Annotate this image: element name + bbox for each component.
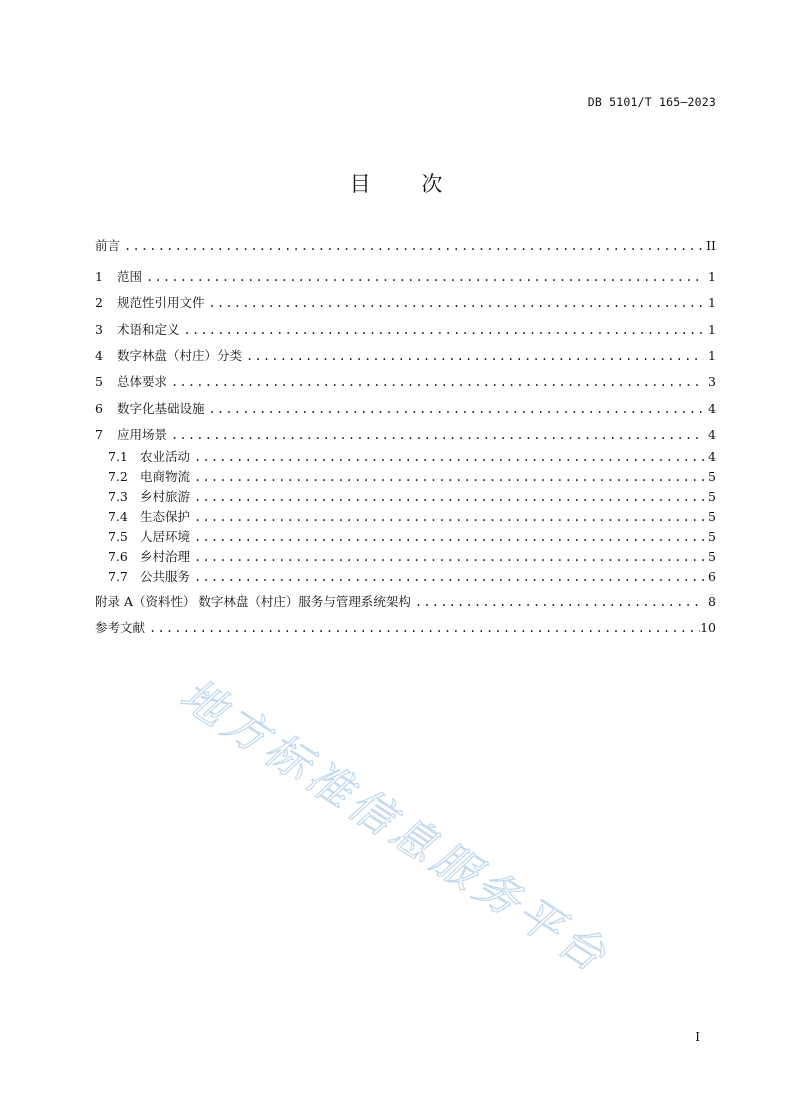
toc-entry-bibliography[interactable] [95,619,716,637]
toc-number: 6 [95,401,103,416]
toc-number: 7.3 [108,489,128,504]
toc-number: 3 [95,322,103,337]
toc-number: 2 [95,295,103,310]
dot-leader [205,400,704,418]
toc-entry-7[interactable] [95,426,716,444]
dot-leader [142,268,704,286]
toc-label: 范围 [117,269,143,284]
dot-leader [205,294,704,312]
toc-entry-foreword[interactable] [95,237,716,255]
toc-page-number: 5 [708,529,716,544]
toc-entry-7-7[interactable] [108,568,716,586]
toc-label: 数字林盘（村庄）分类 [117,348,243,363]
toc-page-number: 1 [708,348,716,363]
dot-leader [411,593,704,611]
toc-page-number: II [706,238,716,253]
toc-label: 附录 A（资料性） [95,594,196,609]
toc-label: 术语和定义 [117,322,180,337]
toc-label: 前言 [95,238,121,253]
toc-page-number: 5 [708,549,716,564]
toc-label: 规范性引用文件 [117,295,205,310]
dot-leader [190,568,704,586]
toc-page-number: 4 [708,401,716,416]
toc-page-number: 5 [708,509,716,524]
toc-entry-1[interactable] [95,268,716,286]
toc-label: 生态保护 [140,509,191,524]
dot-leader [180,321,704,339]
toc-entry-7-3[interactable] [108,488,716,506]
page-title: 目 次 [349,172,465,196]
toc-label: 总体要求 [117,374,168,389]
toc-number: 4 [95,348,103,363]
toc-label: 乡村旅游 [140,489,191,504]
toc-label-appendix-title: 数字林盘（村庄）服务与管理系统架构 [198,594,411,609]
toc-number: 5 [95,374,103,389]
toc-page-number: 1 [708,269,716,284]
toc-label: 电商物流 [140,469,191,484]
toc-page-number: 3 [708,374,716,389]
toc-number: 7.2 [108,469,128,484]
toc-label: 公共服务 [140,569,191,584]
toc-entry-7-4[interactable] [108,508,716,526]
toc-page-number: 10 [700,620,716,635]
toc-page-number: 5 [708,489,716,504]
dot-leader [120,237,704,255]
toc-number: 7.1 [108,449,128,464]
toc-page-number: 5 [708,469,716,484]
dot-leader [167,426,704,444]
toc-entry-3[interactable] [95,321,716,339]
page-number: I [695,1030,700,1044]
toc-number: 7.4 [108,509,128,524]
dot-leader [190,488,704,506]
toc-number: 7.7 [108,569,128,584]
toc-page-number: 1 [708,322,716,337]
toc-entry-7-6[interactable] [108,548,716,566]
toc-label: 人居环境 [140,529,191,544]
toc-number: 7.6 [108,549,128,564]
dot-leader [167,373,704,391]
toc-label: 应用场景 [117,427,168,442]
toc-label: 乡村治理 [140,549,191,564]
dot-leader [190,548,704,566]
watermark: 地方标准信息服务平台 [171,669,619,985]
dot-leader [190,508,704,526]
dot-leader [190,448,704,466]
toc-page-number: 6 [708,569,716,584]
toc-entry-6[interactable] [95,400,716,418]
toc-label: 数字化基础设施 [117,401,205,416]
toc-page-number: 4 [708,427,716,442]
dot-leader [190,528,704,546]
toc-entry-4[interactable] [95,347,716,365]
standard-code: DB 5101/T 165—2023 [587,95,716,109]
toc-label: 农业活动 [140,449,191,464]
toc-number: 7 [95,427,103,442]
dot-leader [242,347,704,365]
toc-page-number: 1 [708,295,716,310]
toc-entry-7-2[interactable] [108,468,716,486]
dot-leader [190,468,704,486]
toc-page-number: 4 [708,449,716,464]
toc-number: 1 [95,269,103,284]
toc-page-number: 8 [708,594,716,609]
toc-entry-7-1[interactable] [108,448,716,466]
toc-entry-5[interactable] [95,373,716,391]
toc-entry-7-5[interactable] [108,528,716,546]
toc-label: 参考文献 [95,620,146,635]
toc-entry-2[interactable] [95,294,716,312]
toc-number: 7.5 [108,529,128,544]
toc-entry-appendix-a[interactable] [95,593,716,611]
dot-leader [145,619,700,637]
